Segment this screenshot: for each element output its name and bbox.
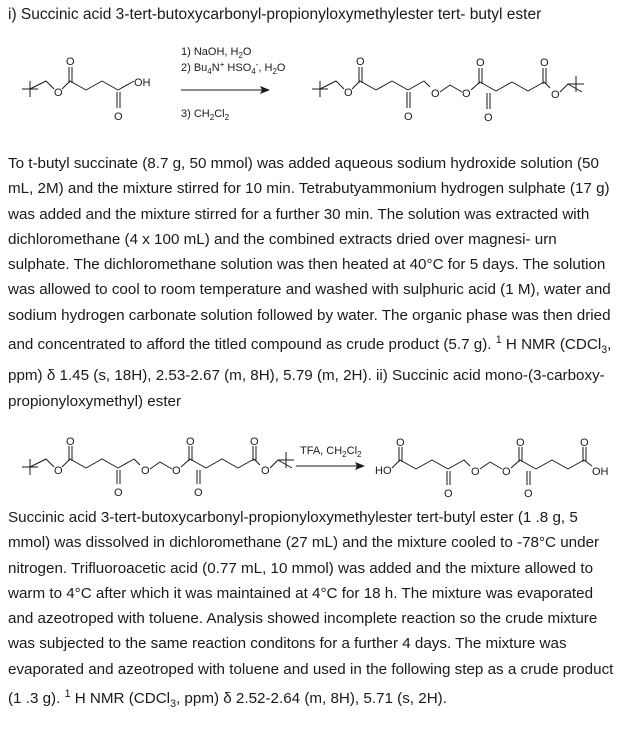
product-structure-1 (312, 56, 584, 124)
procedure-text-2: Succinic acid 3-tert-butoxycarbonyl-propionyloxymethylester tert-butyl ester (1 .8 g, 5 mmol) was dissolved in dichloromethane (27 mL) and the mixture cooled to -78°C under nitrogen. Trifluoroacetic acid (0.77 mL, 10 mmol) was added and the mixture allowed to warm to 4°C after which it was maintained at 4°C for 18 h. The mixture was evaporated and azeotroped with toluene. Analysis showed incomplete reaction so the crude mixture was subjected to the same reaction conditons for a further 4 days. The mixture was evaporated and azeotroped with toluene and used in the following step as a crude product (1 .3 g). (8, 509, 614, 708)
reaction-arrow-1 (181, 86, 270, 94)
reaction-scheme-1 (0, 40, 623, 150)
atom-o: O (356, 56, 365, 68)
svg-text:3) CH2Cl2: 3) $CH_2Cl_2$ (181, 108, 230, 122)
atom-o: O (551, 89, 560, 101)
atom-o: O (261, 465, 270, 477)
atom-o: O (186, 436, 195, 448)
section1-title: i) Succinic acid 3-tert-butoxycarbonyl-propionyloxymethylester tert- butyl ester (8, 6, 542, 23)
atom-o: O (141, 465, 150, 477)
atom-o: O (114, 487, 123, 499)
atom-o: O (476, 57, 485, 69)
svg-text:2) Bu4N+ HSO4-, H2O: 2) $Bu_4N^+$ $HSO_4^-$, $H_2O$ (181, 60, 286, 76)
reaction-arrow-2 (296, 462, 365, 470)
svg-text:TFA, CH2Cl2: TFA, $CH_2Cl_2$ (300, 445, 362, 459)
svg-text:1) NaOH, H2O: 1) NaOH, $H_2O$ (181, 46, 252, 60)
atom-o: O (540, 57, 549, 69)
atom-o: O (54, 465, 63, 477)
atom-o: O (66, 436, 75, 448)
reagents-1 (181, 46, 286, 122)
atom-o: O (250, 436, 259, 448)
atom-o: O (444, 488, 453, 500)
atom-o: O (344, 87, 353, 99)
atom-o: O (194, 487, 203, 499)
atom-o: O (524, 488, 533, 500)
atom-o: O (580, 437, 589, 449)
atom-o: O (471, 466, 480, 478)
procedure-paragraph-2: Succinic acid 3-tert-butoxycarbonyl-propionyloxymethylester tert-butyl ester (1 .8 g, 5 mmol) was dissolved in dichloromethane (27 mL) and the mixture cooled to -78°C under nitrogen. Trifluoroacetic acid (0.77 mL, 10 mmol) was added and the mixture allowed to warm to 4°C after which it was maintained at 4°C for 18 h. The mixture was evaporated and azeotroped with toluene. Analysis showed incomplete reaction so the crude mixture was subjected to the same reaction conditons for a further 4 days. The mixture was evaporated and azeotroped with toluene and used in the following step as a crude product (1 .3 g). $^1$ H NMR (CDCl$_3$, ppm) δ 2.52-2.64 (m, 8H), 5.71 (s, 2H). (8, 509, 614, 711)
atom-o: O (66, 56, 75, 68)
atom-o: O (404, 111, 413, 123)
procedure-text-1: To t-butyl succinate (8.7 g, 50 mmol) was added aqueous sodium hydroxide solution (50 mL, 2M) and the mixture stirred for 10 min. Tetrabutyammonium hydrogen sulphate (17 g) was added and the mixture stirred for a further 30 min. The solution was extracted with dichloromethane (4 x 100 mL) and the combined extracts dried over magnesi- urn sulphate. The dichloromethane solution was then heated at 40°C for 5 days. The solution was allowed to cool to room temperature and washed with sulphuric acid (1 M), water and sodium hydrogen carbonate solution followed by water. The organic phase was then dried and concentrated to afford the titled compound as crude product (5.7 g). (8, 155, 611, 354)
atom-o: O (54, 87, 63, 99)
atom-o: O (172, 465, 181, 477)
atom-o: O (502, 466, 511, 478)
atom-o: O (462, 88, 471, 100)
product-structure-2 (375, 437, 609, 500)
reactant-structure (22, 56, 151, 123)
atom-o: O (431, 88, 440, 100)
atom-oh: OH (592, 466, 609, 478)
atom-o: O (114, 111, 123, 123)
atom-o: O (396, 437, 405, 449)
atom-o: O (516, 437, 525, 449)
atom-o: O (484, 112, 493, 124)
procedure-paragraph-1: To t-butyl succinate (8.7 g, 50 mmol) was added aqueous sodium hydroxide solution (50 mL, 2M) and the mixture stirred for 10 min. Tetrabutyammonium hydrogen sulphate (17 g) was added and the mixture stirred for a further 30 min. The solution was extracted with dichloromethane (4 x 100 mL) and the combined extracts dried over magnesi- urn sulphate. The dichloromethane solution was then heated at 40°C for 5 days. The solution was allowed to cool to room temperature and washed with sulphuric acid (1 M), water and sodium hydrogen carbonate solution followed by water. The organic phase was then dried and concentrated to afford the titled compound as crude product (5.7 g). $^1$ H NMR (CDCl$_3$, ppm) δ 1.45 (s, 18H), 2.53-2.67 (m, 8H), 5.79 (m, 2H). ii) Succinic acid mono-(3-carboxy- propionyloxymethyl) ester (8, 155, 612, 410)
atom-oh: OH (134, 77, 151, 89)
section2-title: ii) Succinic acid mono-(3-carboxy- propionyloxymethyl) ester (8, 367, 605, 410)
reaction-scheme-2 (0, 438, 623, 504)
reagents-2 (300, 445, 362, 459)
atom-ho: HO (375, 465, 392, 477)
reactant-structure-2 (22, 436, 294, 499)
